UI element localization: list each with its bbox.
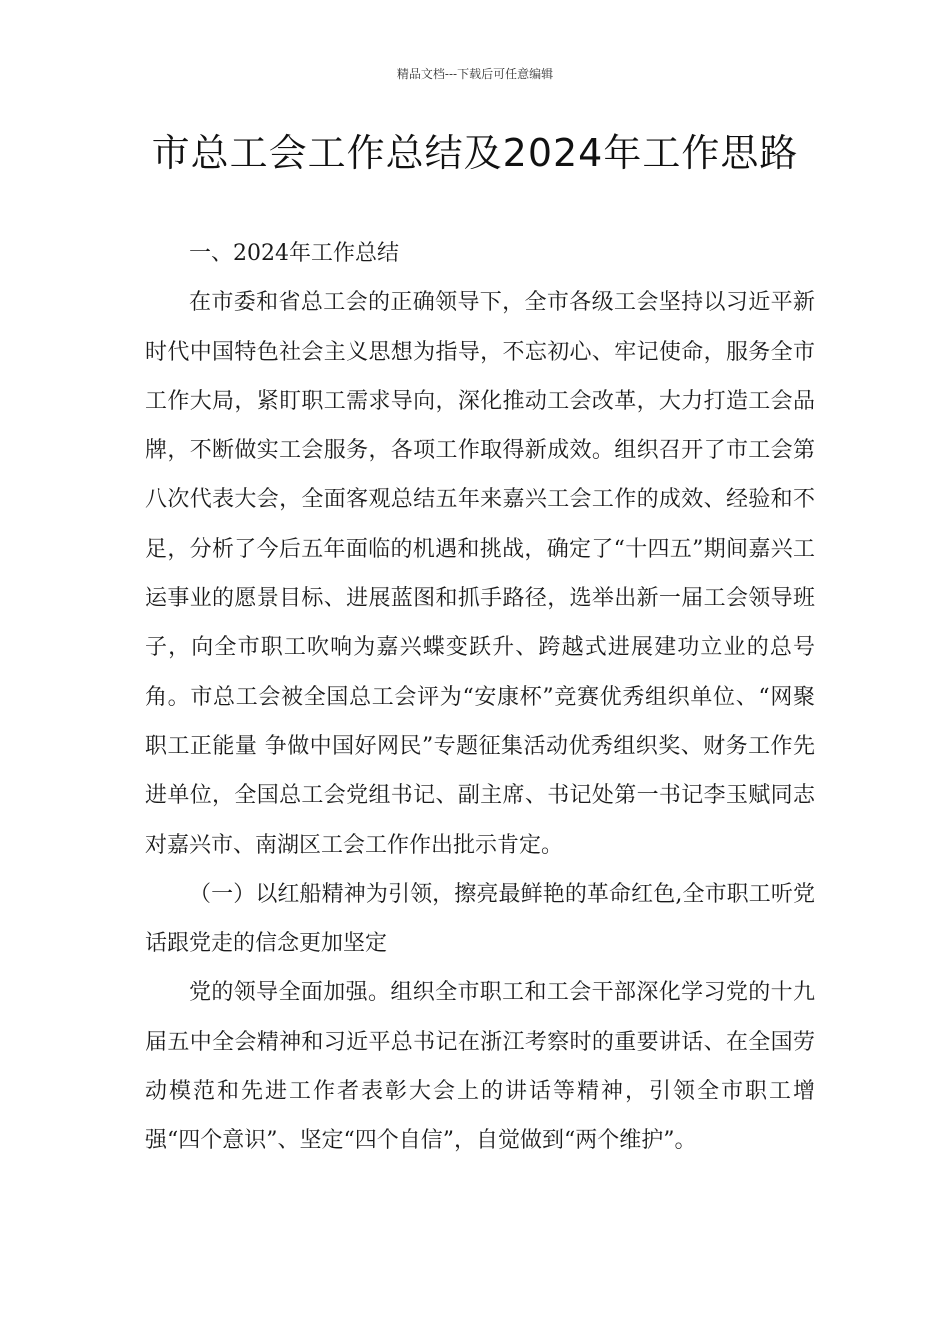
body-paragraph-party-leadership: 党的领导全面加强。组织全市职工和工会干部深化学习党的十九届五中全会精神和习近平总书记在浙江考察时的重要讲话、在全国劳动模范和先进工作者表彰大会上的讲话等精神，引领全市职工增强“四个意识”、坚定“四个自信”，自觉做到“两个维护”。	[145, 980, 815, 1154]
document-body	[145, 229, 815, 1166]
body-paragraph-overview: 在市委和省总工会的正确领导下，全市各级工会坚持以习近平新时代中国特色社会主义思想为指导，不忘初心、牢记使命，服务全市工作大局，紧盯职工需求导向，深化推动工会改革，大力打造工会品牌，不断做实工会服务，各项工作取得新成效。组织召开了市工会第八次代表大会，全面客观总结五年来嘉兴工会工作的成效、经验和不足，分析了今后五年面临的机遇和挑战，确定了“十四五”期间嘉兴工运事业的愿景目标、进展蓝图和抓手路径，选举出新一届工会领导班子，向全市职工吹响为嘉兴蝶变跃升、跨越式进展建功立业的总号角。市总工会被全国总工会评为“安康杯”竞赛优秀组织单位、“网聚职工正能量 争做中国好网民”专题征集活动优秀组织奖、财务工作先进单位，全国总工会党组书记、副主席、书记处第一书记李玉赋同志对嘉兴市、南湖区工会工作作出批示肯定。	[145, 290, 815, 858]
section-heading-summary: 一、2024年工作总结	[189, 241, 399, 266]
subsection-heading-red-boat: （一）以红船精神为引领，擦亮最鲜艳的革命红色,全市职工听党话跟党走的信念更加坚定	[145, 881, 815, 957]
page-header: 精品文档---下载后可任意编辑	[396, 67, 554, 81]
document-title: 市总工会工作总结及2024年工作思路	[151, 131, 799, 175]
